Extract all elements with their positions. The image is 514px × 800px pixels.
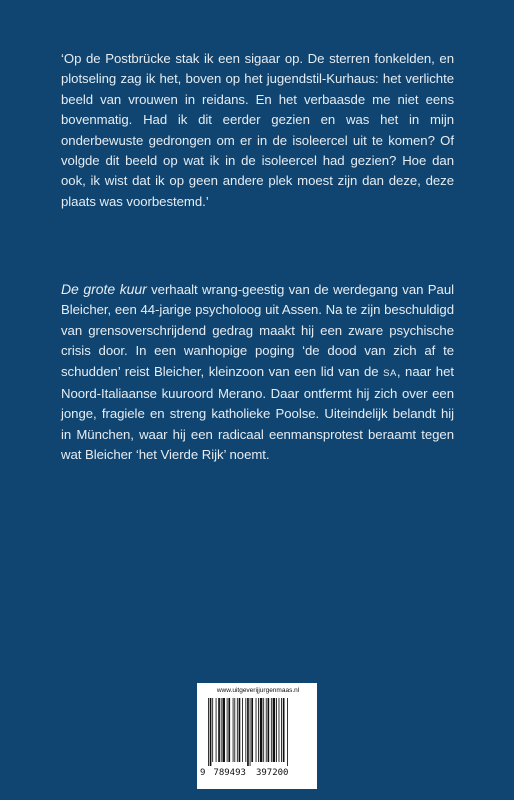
blurb-text-a: verhaalt wrang-geestig van de werdegang van Paul Bleicher, een 44-jarige psycholoog uit Assen. Na te zijn beschuldigd van grensoverschrijdend gedrag maakt hij een zware psychische crisis door. In een wanhopige poging ‘de dood van zich af te schudden’ reist Bleicher, kleinzoon van een lid van de <box>61 282 454 379</box>
book-title: De grote kuur <box>61 281 147 297</box>
barcode-bar <box>208 698 209 766</box>
barcode-bar <box>256 698 257 762</box>
barcode-digit-group-2: 397200 <box>255 768 289 778</box>
barcode-digits <box>200 768 316 778</box>
barcode-bar <box>221 698 222 762</box>
barcode-bar <box>263 698 264 762</box>
barcode-bar <box>281 698 282 762</box>
barcode-bar <box>237 698 238 762</box>
barcode-bar <box>212 698 213 762</box>
barcode-bar <box>218 698 220 762</box>
barcode-bar <box>247 698 249 766</box>
barcode-bar <box>273 698 276 762</box>
barcode-bar <box>258 698 259 762</box>
barcode-bar <box>216 698 217 762</box>
quote-paragraph: ‘Op de Postbrücke stak ik een sigaar op. De sterren fonkelden, en plotseling zag ik het, boven op het jugendstil-Kurhaus: het verlichte beeld van vrouwen in reidans. En het verbaasde me niet eens bovenmatig. Had ik dit eerder gezien en was het in mijn onderbewuste gedrongen om er in de isoleercel uit te komen? Of volgde dit beeld op wat ik in de isoleercel had gezien? Hoe dan ook, ik wist dat ik op geen andere plek moest zijn dan deze, deze plaats was voorbestemd.’ <box>61 51 454 209</box>
blurb-paragraph <box>61 279 454 466</box>
isbn-barcode <box>197 683 317 789</box>
barcode-bar <box>227 698 228 762</box>
barcode-bar <box>233 698 234 762</box>
barcode-bar <box>239 698 241 762</box>
barcode-bar <box>271 698 272 762</box>
barcode-digit-first: 9 <box>200 768 206 778</box>
barcode-digit-group-1: 789493 <box>213 768 246 778</box>
blurb-sa: SA <box>383 367 397 379</box>
barcode-bar <box>250 698 251 766</box>
barcode-bar <box>228 698 230 762</box>
barcode-bar <box>279 698 280 762</box>
barcode-bar <box>210 698 212 766</box>
barcode-bar <box>287 698 288 766</box>
barcode-bar <box>268 698 270 762</box>
barcode-bar <box>260 698 263 762</box>
barcode-bar <box>234 698 235 762</box>
barcode-bar <box>222 698 225 762</box>
barcode-bar <box>245 698 246 762</box>
barcode-bar <box>276 698 277 762</box>
barcode-bar <box>251 698 253 762</box>
barcode-bar <box>242 698 243 762</box>
blurb-text-b: , naar het Noord-Italiaanse kuuroord Merano. Daar ontfermt hij zich over een jonge, fragiele en streng katholieke Poolse. Uiteindelijk belandt hij in München, waar hij een radicaal eenmansprotest beraamt tegen wat Bleicher ‘het Vierde Rijk’ noemt. <box>61 363 454 463</box>
barcode-bars <box>208 698 308 766</box>
publisher-url: www.uitgeverijjurgenmaas.nl <box>216 687 300 694</box>
barcode-bar <box>266 698 267 762</box>
barcode-bar <box>283 698 285 762</box>
